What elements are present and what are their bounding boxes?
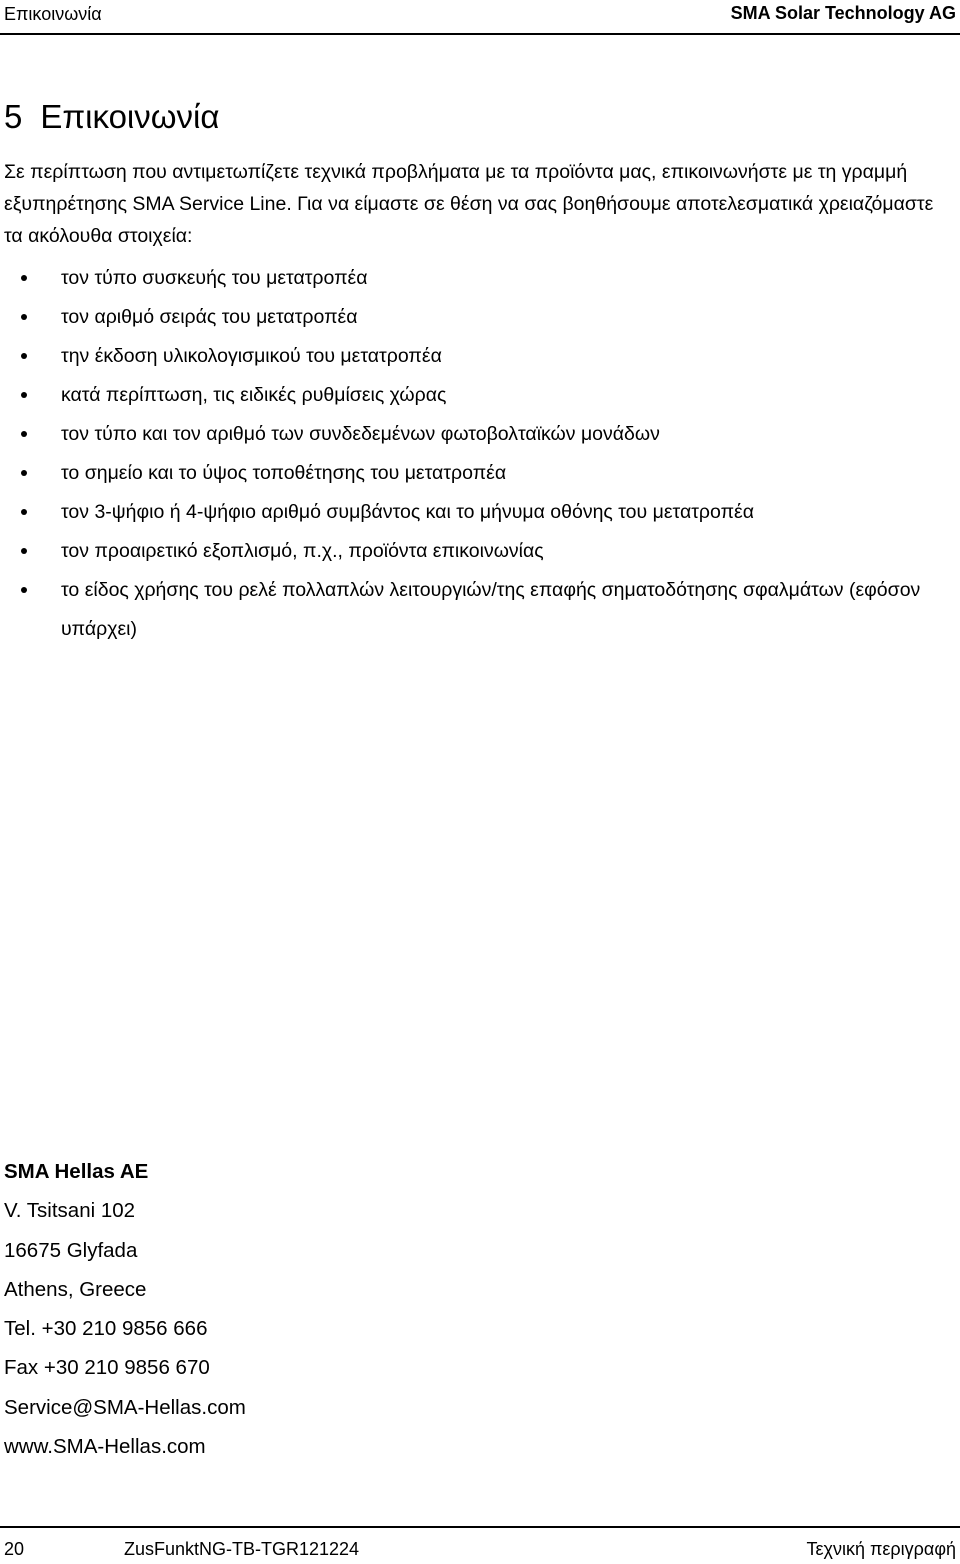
list-item bbox=[0, 337, 960, 376]
list-item-text: κατά περίπτωση, τις ειδικές ρυθμίσεις χώρας bbox=[61, 384, 447, 406]
list-item-text: τον τύπο και τον αριθμό των συνδεδεμένων φωτοβολταϊκών μονάδων bbox=[61, 423, 660, 445]
header-divider bbox=[0, 33, 960, 35]
list-item-text: το είδος χρήσης του ρελέ πολλαπλών λειτουργιών/της επαφής σηματοδότησης σφαλμάτων (εφόσον υπάρχει) bbox=[61, 579, 921, 640]
footer-document-id: ZusFunktNG-TB-TGR121224 bbox=[124, 1539, 360, 1559]
contact-street: V. Tsitsani 102 bbox=[4, 1199, 136, 1223]
list-item bbox=[0, 571, 960, 649]
contact-company: SMA Hellas AE bbox=[4, 1160, 149, 1183]
contact-postal-city: 16675 Glyfada bbox=[4, 1238, 138, 1262]
contact-phone: Tel. +30 210 9856 666 bbox=[4, 1317, 208, 1341]
contact-block bbox=[4, 1152, 246, 1466]
header-section-label: Επικοινωνία bbox=[4, 4, 102, 24]
footer-page-number: 20 bbox=[4, 1539, 25, 1559]
list-item-text: τον αριθμό σειράς του μετατροπέα bbox=[61, 306, 358, 328]
bullet-icon bbox=[21, 431, 27, 437]
bullet-icon bbox=[21, 314, 27, 320]
list-item bbox=[0, 454, 960, 493]
list-item-text: το σημείο και το ύψος τοποθέτησης του μετατροπέα bbox=[61, 462, 507, 484]
bullet-icon bbox=[21, 587, 27, 593]
bullet-icon bbox=[21, 275, 27, 281]
list-item-text: την έκδοση υλικολογισμικού του μετατροπέα bbox=[61, 345, 442, 367]
list-item bbox=[0, 532, 960, 571]
list-item bbox=[0, 298, 960, 337]
footer-document-title: Τεχνική περιγραφή bbox=[806, 1539, 956, 1559]
contact-city-country: Athens, Greece bbox=[4, 1277, 147, 1301]
bullet-icon bbox=[21, 470, 27, 476]
contact-email[interactable]: Service@SMA-Hellas.com bbox=[4, 1395, 246, 1419]
chapter-heading bbox=[4, 97, 219, 137]
bullet-icon bbox=[21, 509, 27, 515]
bullet-icon bbox=[21, 392, 27, 398]
list-item bbox=[0, 493, 960, 532]
list-item bbox=[0, 376, 960, 415]
contact-fax: Fax +30 210 9856 670 bbox=[4, 1356, 210, 1380]
list-item-text: τον 3-ψήφιο ή 4-ψήφιο αριθμό συμβάντος και το μήνυμα οθόνης του μετατροπέα bbox=[61, 501, 755, 523]
footer-divider bbox=[0, 1526, 960, 1528]
list-item-text: τον τύπο συσκευής του μετατροπέα bbox=[61, 267, 368, 289]
chapter-number: 5 bbox=[4, 98, 23, 135]
intro-paragraph: Σε περίπτωση που αντιμετωπίζετε τεχνικά προβλήματα με τα προϊόντα μας, επικοινωνήστε με τη γραμμή εξυπηρέτησης SMA Service Line. Για να είμαστε σε θέση να σας βοηθήσουμε αποτελεσματικά χρειαζόμαστε τα ακόλουθα στοιχεία: bbox=[4, 161, 934, 247]
list-item bbox=[0, 415, 960, 454]
contact-website[interactable]: www.SMA-Hellas.com bbox=[4, 1435, 206, 1459]
list-item bbox=[0, 259, 960, 298]
list-item-text: τον προαιρετικό εξοπλισμό, π.χ., προϊόντα επικοινωνίας bbox=[61, 540, 544, 562]
required-info-list bbox=[0, 259, 960, 649]
header-company-name: SMA Solar Technology AG bbox=[730, 3, 956, 23]
bullet-icon bbox=[21, 353, 27, 359]
chapter-title: Επικοινωνία bbox=[40, 98, 220, 135]
bullet-icon bbox=[21, 548, 27, 554]
